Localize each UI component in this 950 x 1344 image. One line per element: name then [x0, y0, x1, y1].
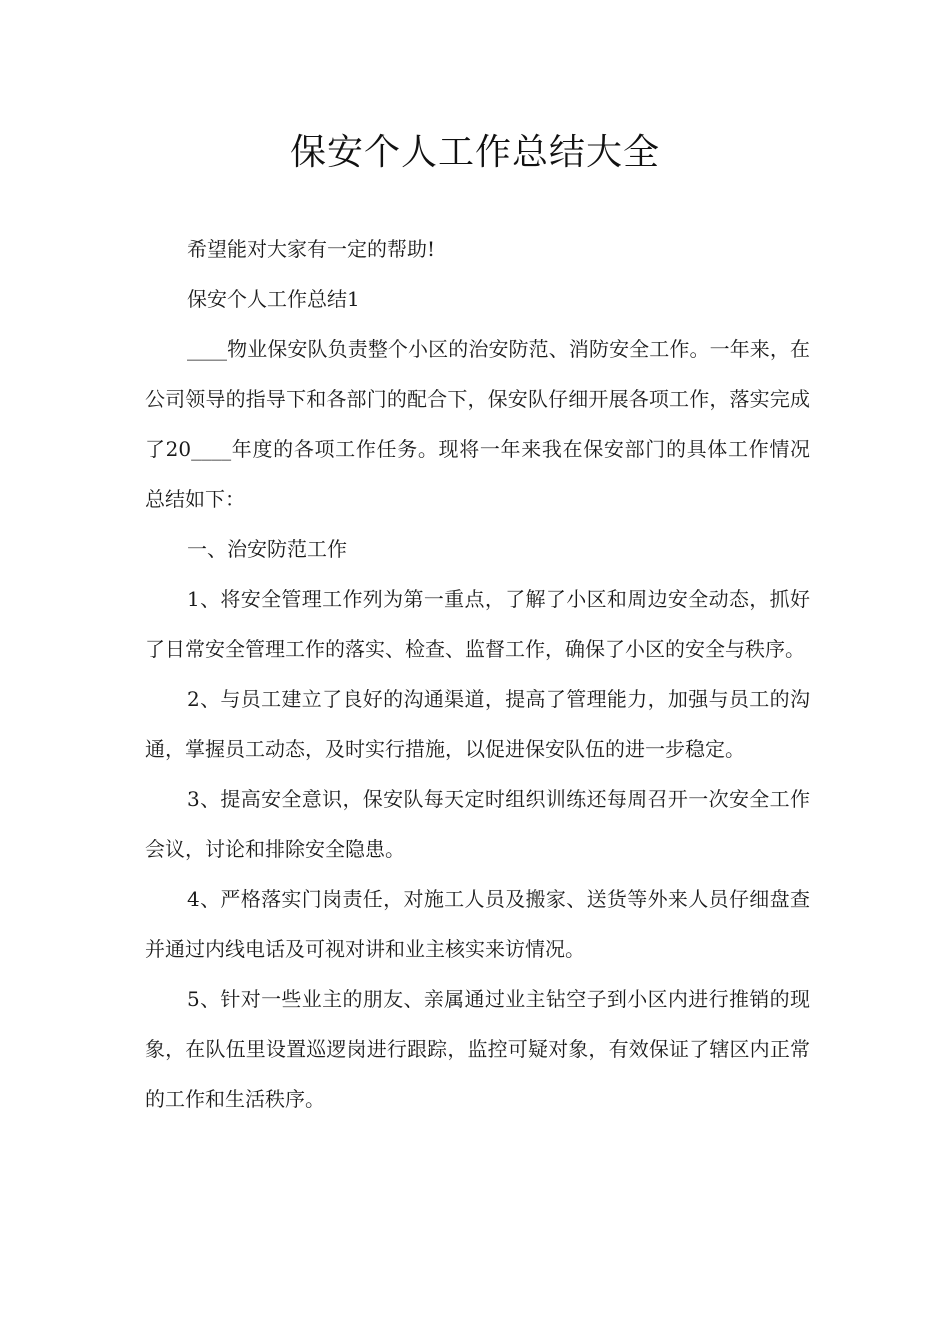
list-item-4: 4、严格落实门岗责任，对施工人员及搬家、送货等外来人员仔细盘查并通过内线电话及可视对讲和业主核实来访情况。: [145, 887, 810, 961]
document-title: 保安个人工作总结大全: [289, 132, 660, 173]
section-heading-summary-1: 保安个人工作总结1: [187, 287, 360, 311]
paragraph-overview: ____物业保安队负责整个小区的治安防范、消防安全工作。一年来，在公司领导的指导下和各部门的配合下，保安队仔细开展各项工作，落实完成了20____年度的各项工作任务。现将一年来我在保安部门的具体工作情况总结如下：: [145, 337, 810, 511]
list-item-1: 1、将安全管理工作列为第一重点，了解了小区和周边安全动态，抓好了日常安全管理工作的落实、检查、监督工作，确保了小区的安全与秩序。: [145, 587, 810, 661]
paragraph-intro: 希望能对大家有一定的帮助!: [187, 237, 436, 261]
section-heading-security: 一、治安防范工作: [187, 537, 347, 561]
list-item-5: 5、针对一些业主的朋友、亲属通过业主钻空子到小区内进行推销的现象，在队伍里设置巡逻岗进行跟踪，监控可疑对象，有效保证了辖区内正常的工作和生活秩序。: [145, 987, 810, 1111]
list-item-2: 2、与员工建立了良好的沟通渠道，提高了管理能力，加强与员工的沟通，掌握员工动态，及时实行措施，以促进保安队伍的进一步稳定。: [145, 687, 810, 761]
list-item-3: 3、提高安全意识，保安队每天定时组织训练还每周召开一次安全工作会议，讨论和排除安全隐患。: [145, 787, 810, 861]
document-body: [145, 224, 810, 1124]
